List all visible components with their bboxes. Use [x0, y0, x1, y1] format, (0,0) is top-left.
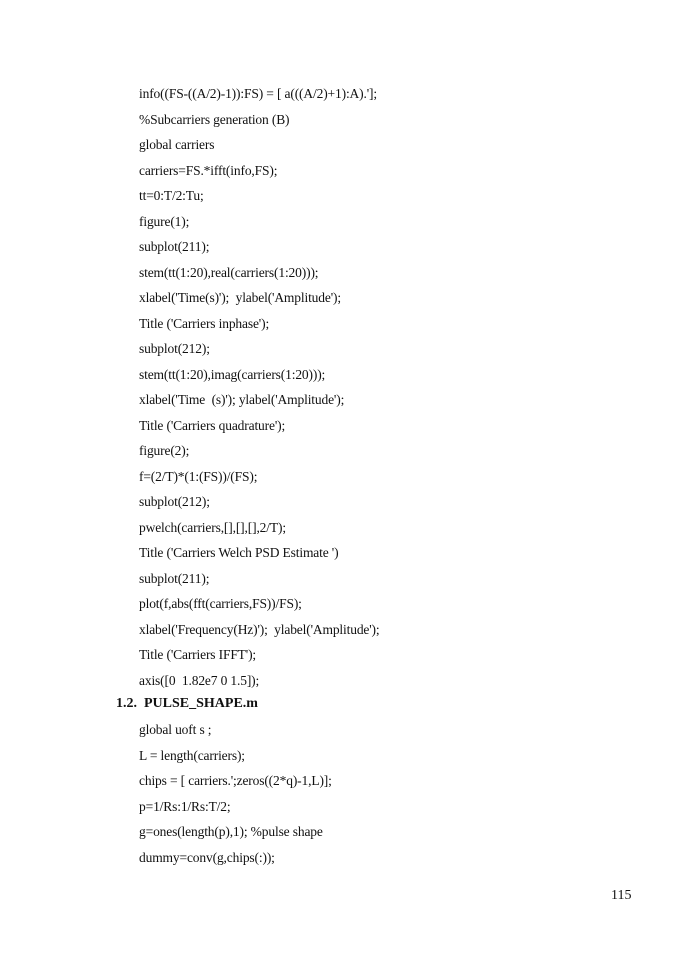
code-line: Title ('Carriers IFFT');	[139, 647, 257, 662]
code-line: %Subcarriers generation (B)	[139, 111, 290, 127]
code-line: stem(tt(1:20),imag(carriers(1:20)));	[139, 366, 326, 382]
code-line: info((FS-((A/2)-1)):FS) = [ a(((A/2)+1):A).'];	[139, 86, 377, 101]
code-line: carriers=FS.*ifft(info,FS);	[139, 162, 278, 178]
code-line: pwelch(carriers,[],[],[],2/T);	[139, 519, 286, 535]
code-line: subplot(212);	[139, 494, 210, 509]
code-line: figure(1);	[139, 213, 190, 229]
code-line: subplot(211);	[139, 239, 210, 254]
page-number: 115	[611, 888, 632, 903]
code-listing	[139, 81, 380, 693]
code-line: subplot(212);	[139, 341, 210, 356]
code-line: f=(2/T)*(1:(FS))/(FS);	[139, 468, 258, 484]
code-line: xlabel('Time(s)'); ylabel('Amplitude');	[139, 290, 341, 305]
code-line: tt=0:T/2:Tu;	[139, 188, 204, 203]
section-heading: 1.2. PULSE_SHAPE.m	[116, 696, 258, 711]
code-line: Title ('Carriers inphase');	[139, 315, 270, 331]
code-line: subplot(211);	[139, 570, 210, 586]
code-line: dummy=conv(g,chips(:));	[139, 849, 275, 865]
code-line: chips = [ carriers.';zeros((2*q)-1,L)];	[139, 773, 332, 788]
code-line: stem(tt(1:20),real(carriers(1:20)));	[139, 264, 319, 280]
code-line: Title ('Carriers Welch PSD Estimate ')	[139, 545, 339, 560]
code-line: p=1/Rs:1/Rs:T/2;	[139, 798, 231, 814]
code-line: axis([0 1.82e7 0 1.5]);	[139, 672, 260, 688]
code-line: global carriers	[139, 137, 215, 152]
code-line: plot(f,abs(fft(carriers,FS))/FS);	[139, 596, 302, 611]
code-line: xlabel('Frequency(Hz)'); ylabel('Amplitude');	[139, 621, 380, 637]
code-line: xlabel('Time (s)'); ylabel('Amplitude');	[139, 392, 345, 407]
code-line: figure(2);	[139, 443, 190, 458]
code-line: L = length(carriers);	[139, 747, 245, 763]
code-line: global uoft s ;	[139, 722, 212, 737]
code-listing	[139, 717, 332, 870]
code-line: g=ones(length(p),1); %pulse shape	[139, 824, 323, 839]
code-line: Title ('Carriers quadrature');	[139, 417, 286, 433]
